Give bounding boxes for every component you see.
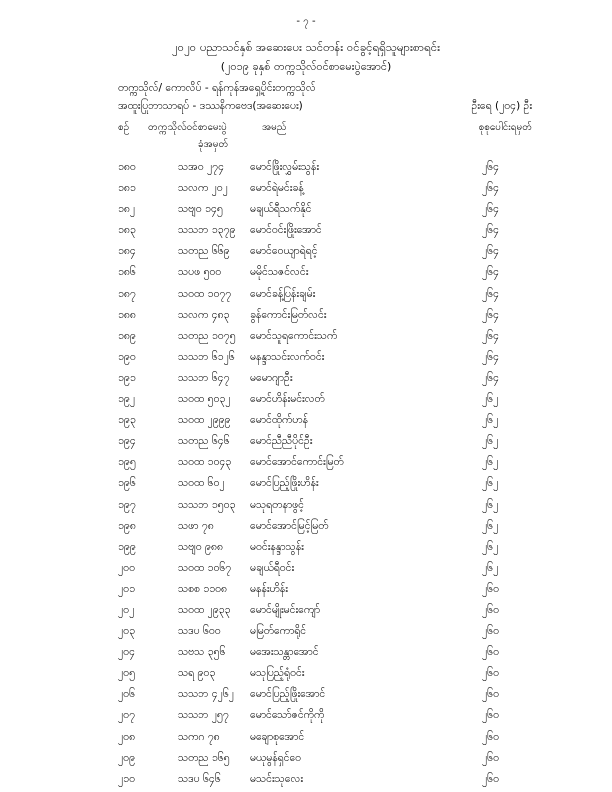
table-row (0, 643, 612, 664)
serial-no-cell: ၂၀၅ (118, 667, 135, 680)
table-row (0, 749, 612, 770)
table-row (0, 306, 612, 327)
roll-number-cell: သရ ၉၀၃ (178, 667, 216, 680)
serial-no-cell: ၁၈၃ (118, 224, 136, 237)
name-cell: မသင်းသုလေး (250, 772, 304, 785)
serial-no-cell: ၁၉၄ (118, 435, 136, 448)
serial-no-cell: ၁၈၇ (118, 287, 136, 300)
score-cell: ၂၆၄ (482, 224, 499, 237)
serial-no-cell: ၁၉၉ (118, 540, 136, 553)
score-cell: ၂၆၂ (482, 435, 499, 448)
document-subtitle: (၂၀၁၉ ခုနှစ် တက္ကသိုလ်ဝင်စာမေးပွဲအောင်) (220, 60, 392, 73)
table-row (0, 706, 612, 727)
roll-number-cell: သတည ၆၄၆ (178, 435, 230, 448)
name-cell: မနန်းဟိန်း (250, 582, 288, 595)
header-total-score: စုစုပေါင်းရမှတ် (478, 122, 532, 133)
score-cell: ၂၆၀ (482, 772, 499, 785)
score-cell: ၂၆၀ (482, 646, 499, 659)
serial-no-cell: ၂၀၇ (118, 709, 135, 722)
name-cell: မောင်ပြည့်ဖြိုးအောင် (250, 688, 326, 701)
score-cell: ၂၆၀ (482, 582, 499, 595)
name-cell: မောင်ပြည့်ဖြိုးဟိန်း (250, 477, 319, 490)
name-cell: မောင်ဝင်းဖြိုးအောင် (250, 224, 322, 237)
serial-no-cell: ၁၉၆ (118, 477, 136, 490)
score-cell: ၂၆၄ (482, 266, 499, 279)
score-cell: ၂၆၂ (482, 477, 499, 490)
serial-no-cell: ၁၈၆ (118, 266, 136, 279)
roll-number-cell: သသဘ ၂၅၇ (178, 709, 229, 722)
table-row (0, 728, 612, 749)
serial-no-cell: ၁၉၇ (118, 498, 136, 511)
table-row (0, 432, 612, 453)
name-cell: မသုပြည့်ရုံဝင်း (250, 667, 305, 680)
serial-no-cell: ၂၀၂ (118, 603, 135, 616)
table-row (0, 263, 612, 284)
roll-number-cell: သတည ၁၀၇၅ (178, 329, 236, 342)
name-cell: ခွန်ကောင်းမြတ်လင်း (250, 308, 327, 321)
serial-no-cell: ၂၀၄ (118, 646, 135, 659)
roll-number-cell: သသဘ ၆၄၇ (178, 371, 230, 384)
score-cell: ၂၆၄ (482, 203, 499, 216)
roll-number-cell: သဗသ ၃၅၆ (178, 646, 226, 659)
table-row (0, 664, 612, 685)
roll-number-cell: သဗျ၀ ၉၈၈ (178, 540, 223, 553)
name-cell: မမြတ်ကောရိုင် (250, 625, 307, 638)
roll-number-cell: သသဘ ၁၅၀၃ (178, 498, 236, 511)
score-cell: ၂၆၄ (482, 371, 499, 384)
score-cell: ၂၆၂ (482, 519, 499, 532)
score-cell: ၂၆၂ (482, 561, 499, 574)
name-cell: မောင်သူရကောင်းသက် (250, 329, 338, 342)
roll-number-cell: သဖာ ၇၈ (178, 519, 214, 532)
name-cell: မောင်အောင်မြင့်မြတ် (250, 519, 329, 532)
serial-no-cell: ၂၁၀ (118, 772, 135, 785)
serial-no-cell: ၁၉၂ (118, 393, 135, 406)
header-roll-number: တက္ကသိုလ်ဝင်စာမေးပွဲ (148, 122, 227, 133)
serial-no-cell: ၁၉၅ (118, 456, 136, 469)
name-cell: မောင်မျိုးမင်းကျော် (250, 603, 321, 616)
table-row (0, 179, 612, 200)
serial-no-cell: ၁၈၈ (118, 308, 136, 321)
header-serial-no: စဉ် (118, 122, 130, 133)
score-cell: ၂၆၄ (482, 245, 499, 258)
table-row (0, 327, 612, 348)
name-cell: မောင်ထိုက်ဟန် (250, 414, 308, 427)
name-cell: မဝင်းနန္ဒာသွန်း (250, 540, 304, 553)
table-row (0, 517, 612, 538)
roll-number-cell: သဒပ ၆၄၆ (178, 772, 221, 785)
serial-no-cell: ၁၉၀ (118, 350, 136, 363)
name-cell: မယုမွန်ရှင်ဝေ (250, 751, 302, 764)
score-cell: ၂၆၄ (482, 161, 499, 173)
serial-no-cell: ၁၈၂ (118, 203, 136, 216)
roll-number-cell: သတည ၆၆၉ (178, 245, 230, 258)
roll-number-cell: သလက ၄၈၃ (178, 308, 230, 321)
table-row (0, 538, 612, 559)
roll-number-cell: သအဝ ၂၇၄ (178, 161, 224, 173)
table-row (0, 200, 612, 221)
name-cell: မအေးသန္တာအောင် (250, 646, 319, 659)
score-cell: ၂၆၀ (482, 603, 499, 616)
table-row (0, 390, 612, 411)
roll-number-cell: သစစ ၁၁၀၈ (178, 582, 228, 595)
name-cell: မောင်ခန့်ပြန်းချမ်း (250, 287, 316, 300)
roll-number-cell: သဝထ ၆၀၂ (178, 477, 225, 490)
table-row (0, 559, 612, 580)
serial-no-cell: ၁၉၃ (118, 414, 136, 427)
name-cell: မနန္ဒာသင်းလက်ဝင်း (250, 350, 325, 363)
name-cell: မောင်ဟိန်းမင်းလတ် (250, 393, 325, 406)
score-cell: ၂၆၂ (482, 414, 499, 427)
table-row (0, 453, 612, 474)
serial-no-cell: ၁၈၀ (118, 161, 136, 173)
header-name: အမည် (262, 122, 287, 133)
roll-number-cell: သဝထ ၂၉၉၉ (178, 414, 231, 427)
name-cell: မချယ်ရီဝင်း (250, 561, 295, 574)
name-cell: မမိုင်သဇင်လင်း (250, 266, 309, 279)
total-count: ဦးရေ (၂၀၄) ဦး (471, 100, 532, 112)
table-row (0, 158, 612, 179)
roll-number-cell: သကဂ ၇၈ (178, 730, 220, 743)
table-row (0, 580, 612, 601)
score-cell: ၂၆၄ (482, 329, 499, 342)
name-cell: မသုရတနာဖွင့် (250, 498, 304, 511)
table-row (0, 369, 612, 390)
roll-number-cell: သဝထ ၁၀၆၇ (178, 561, 232, 574)
serial-no-cell: ၂၀၈ (118, 730, 136, 743)
roll-number-cell: သပဖ ၅၀၀ (178, 266, 222, 279)
table-row (0, 685, 612, 706)
roll-number-cell: သဗျ၀ ၁၄၅ (178, 203, 223, 216)
table-row (0, 348, 612, 369)
score-cell: ၂၆၀ (482, 709, 499, 722)
roll-number-cell: သသဘ ၁၃၇၉ (178, 224, 236, 237)
name-cell: မချောစုအောင် (250, 730, 305, 743)
university-line: တက္ကသိုလ်/ ကောလိပ် - ရန်ကုန်အရှေ့ပိုင်းတက္ကသိုလ် (118, 82, 316, 94)
score-cell: ၂၆၂ (482, 498, 499, 511)
name-cell: မောင်ဝေယျာရဲရင့် (250, 245, 318, 258)
roll-number-cell: သဝထ ၁၀၄၃ (178, 456, 232, 469)
serial-no-cell: ၂၀၆ (118, 688, 135, 701)
name-cell: မမောဂျာဦး (250, 371, 293, 384)
serial-no-cell: ၂၀၁ (118, 582, 135, 595)
table-row (0, 242, 612, 263)
name-cell: မောင်ဖြိုးလွှမ်းသွန်း (250, 161, 320, 173)
serial-no-cell: ၂၀၉ (118, 751, 135, 764)
score-cell: ၂၆၀ (482, 625, 499, 638)
student-list (0, 158, 612, 791)
roll-number-cell: သဝထ ၂၉၃၃ (178, 603, 231, 616)
score-cell: ၂၆၀ (482, 688, 499, 701)
score-cell: ၂၆၄ (482, 350, 499, 363)
roll-number-cell: သတည ၁၆၅ (178, 751, 230, 764)
name-cell: မောင်အောင်ကောင်းမြတ် (250, 456, 344, 469)
score-cell: ၂၆၂ (482, 456, 499, 469)
serial-no-cell: ၂၀၀ (118, 561, 135, 574)
table-row (0, 285, 612, 306)
table-row (0, 474, 612, 495)
major-line: အထူးပြုဘာသာရပ် - ဒဿနိကဗေဒ(အဆေးပေး) (118, 100, 303, 112)
table-row (0, 770, 612, 791)
serial-no-cell: ၂၀၃ (118, 625, 135, 638)
table-row (0, 411, 612, 432)
score-cell: ၂၆၄ (482, 182, 499, 195)
roll-number-cell: သလက ၂၀၂ (178, 182, 228, 195)
serial-no-cell: ၁၉၁ (118, 371, 136, 384)
serial-no-cell: ၁၈၄ (118, 245, 136, 258)
score-cell: ၂၆၄ (482, 308, 499, 321)
score-cell: ၂၆၀ (482, 730, 499, 743)
table-row (0, 221, 612, 242)
page-number: - ၇ - (296, 16, 316, 27)
name-cell: မချယ်ရီသက်နိုင် (250, 203, 312, 216)
serial-no-cell: ၁၈၁ (118, 182, 136, 195)
roll-number-cell: သဒပ ၆၀၀ (178, 625, 221, 638)
roll-number-cell: သဝထ ၅၀၃၂ (178, 393, 231, 406)
serial-no-cell: ၁၉၈ (118, 519, 136, 532)
name-cell: မောင်ရဲမင်းခန့် (250, 182, 304, 195)
score-cell: ၂၆၀ (482, 751, 499, 764)
score-cell: ၂၆၄ (482, 287, 499, 300)
score-cell: ၂၆၂ (482, 393, 499, 406)
name-cell: မောင်သော်ဇင်ကိုကို (250, 709, 325, 722)
document-title: ၂၀၂၀ ပညာသင်နှစ် အဆေးပေး သင်တန်း ဝင်ခွင့်ရရှိသူများစာရင်း (172, 40, 440, 54)
score-cell: ၂၆၂ (482, 540, 499, 553)
table-row (0, 622, 612, 643)
name-cell: မောင်ညီညီပိုင်ဦး (250, 435, 313, 448)
table-row (0, 601, 612, 622)
score-cell: ၂၆၀ (482, 667, 499, 680)
roll-number-cell: သသဘ ၄၂၆၂ (178, 688, 234, 701)
roll-number-cell: သသဘ ၆၁၂၆ (178, 350, 235, 363)
header-roll-number-cont: ခုံအမှတ် (198, 139, 229, 150)
roll-number-cell: သဝထ ၁၀၇၇ (178, 287, 232, 300)
serial-no-cell: ၁၈၉ (118, 329, 136, 342)
table-row (0, 496, 612, 517)
